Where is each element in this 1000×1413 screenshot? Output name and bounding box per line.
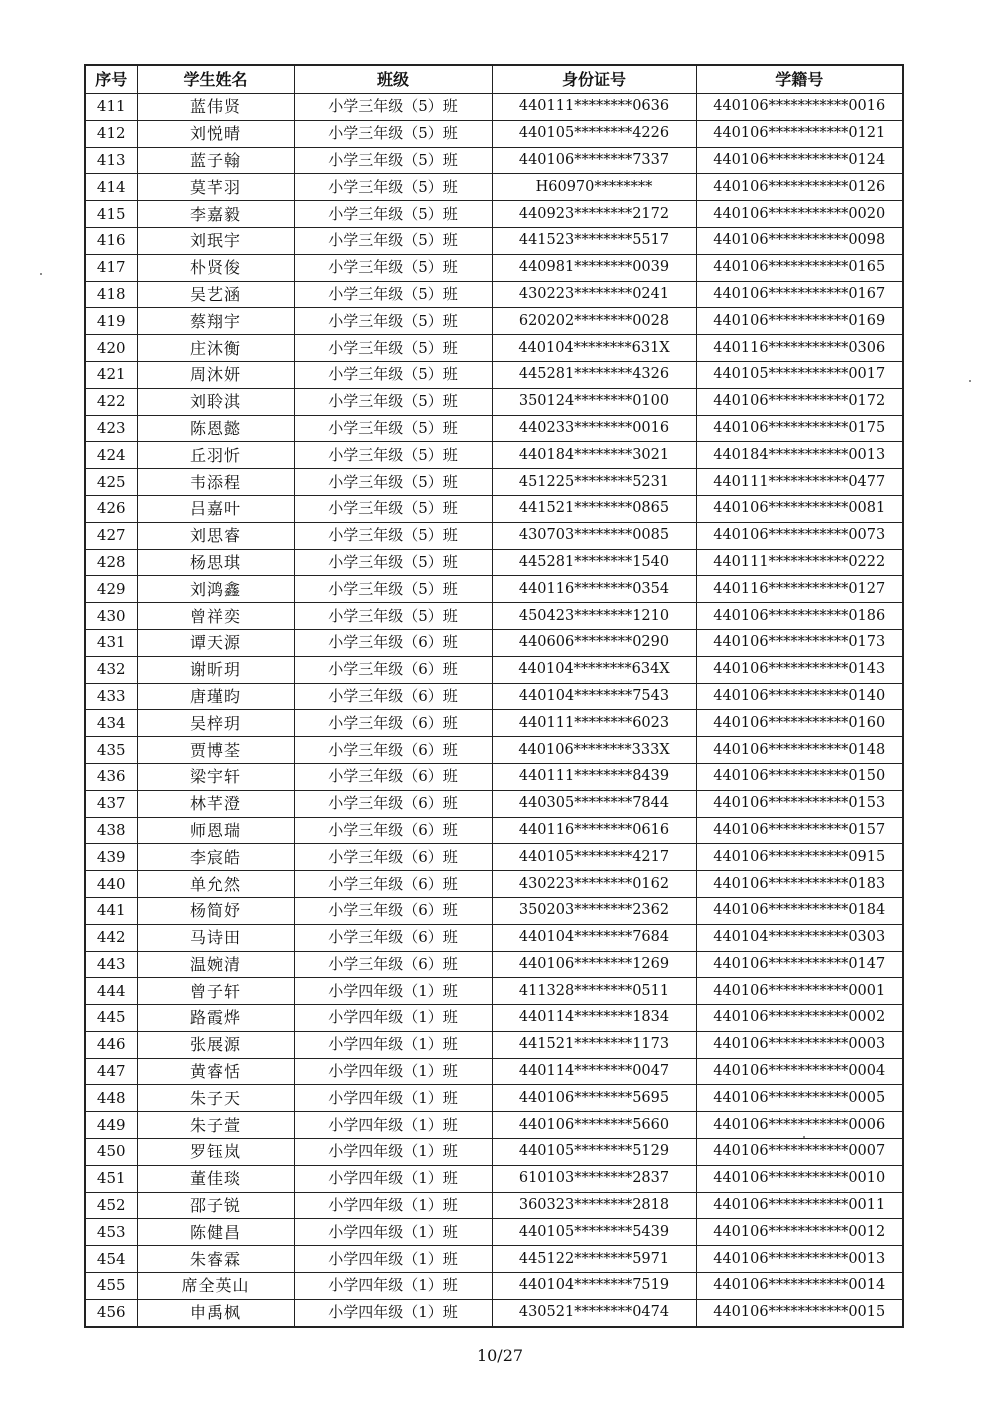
cell-id-number: 441521********1173: [492, 1031, 696, 1058]
cell-id-number: 440184********3021: [492, 442, 696, 469]
cell-class: 小学三年级（5）班: [294, 94, 492, 121]
cell-index: 435: [85, 737, 137, 764]
cell-student-number: 440111***********0477: [696, 469, 903, 496]
cell-index: 443: [85, 951, 137, 978]
table-row: [85, 978, 903, 1005]
cell-student-number: 440106***********0011: [696, 1192, 903, 1219]
cell-id-number: 440106********5695: [492, 1085, 696, 1112]
cell-index: 432: [85, 656, 137, 683]
cell-index: 446: [85, 1031, 137, 1058]
table-row: [85, 897, 903, 924]
cell-class: 小学三年级（5）班: [294, 254, 492, 281]
table-row: [85, 227, 903, 254]
cell-class: 小学三年级（5）班: [294, 174, 492, 201]
cell-student-name: 李嘉毅: [137, 201, 294, 228]
cell-student-name: 申禹枫: [137, 1299, 294, 1326]
cell-student-name: 梁宇轩: [137, 763, 294, 790]
table-row: [85, 495, 903, 522]
cell-student-number: 440106***********0010: [696, 1165, 903, 1192]
table-row: [85, 1192, 903, 1219]
cell-student-name: 贾博荃: [137, 737, 294, 764]
cell-id-number: 440114********0047: [492, 1058, 696, 1085]
cell-index: 455: [85, 1273, 137, 1300]
cell-student-number: 440106***********0013: [696, 1246, 903, 1273]
table-body: [85, 94, 903, 1327]
cell-student-name: 陈恩懿: [137, 415, 294, 442]
cell-id-number: 440104********631X: [492, 335, 696, 362]
cell-id-number: 360323********2818: [492, 1192, 696, 1219]
cell-id-number: 445122********5971: [492, 1246, 696, 1273]
cell-student-name: 杨思琪: [137, 549, 294, 576]
cell-student-name: 朱睿霖: [137, 1246, 294, 1273]
cell-index: 415: [85, 201, 137, 228]
cell-index: 453: [85, 1219, 137, 1246]
cell-student-name: 师恩瑞: [137, 817, 294, 844]
cell-class: 小学三年级（5）班: [294, 603, 492, 630]
cell-student-name: 林芊澄: [137, 790, 294, 817]
cell-id-number: 411328********0511: [492, 978, 696, 1005]
cell-student-name: 曾祥奕: [137, 603, 294, 630]
cell-class: 小学三年级（5）班: [294, 469, 492, 496]
cell-class: 小学三年级（6）班: [294, 683, 492, 710]
cell-index: 440: [85, 871, 137, 898]
cell-student-number: 440106***********0002: [696, 1005, 903, 1032]
cell-class: 小学四年级（1）班: [294, 1085, 492, 1112]
cell-class: 小学四年级（1）班: [294, 1219, 492, 1246]
table-row: [85, 549, 903, 576]
cell-id-number: 440105********4217: [492, 844, 696, 871]
cell-student-number: 440106***********0020: [696, 201, 903, 228]
cell-class: 小学三年级（6）班: [294, 790, 492, 817]
table-row: [85, 1031, 903, 1058]
table-row: [85, 951, 903, 978]
cell-index: 431: [85, 629, 137, 656]
cell-class: 小学三年级（5）班: [294, 495, 492, 522]
cell-id-number: 440104********7684: [492, 924, 696, 951]
cell-student-name: 谢昕玥: [137, 656, 294, 683]
table-row: [85, 120, 903, 147]
cell-student-name: 蔡翔宇: [137, 308, 294, 335]
table-row: [85, 1273, 903, 1300]
cell-student-name: 刘聆淇: [137, 388, 294, 415]
cell-class: 小学三年级（5）班: [294, 361, 492, 388]
cell-index: 412: [85, 120, 137, 147]
table-row: [85, 469, 903, 496]
scan-speck: [969, 380, 971, 382]
cell-index: 438: [85, 817, 137, 844]
cell-id-number: 440923********2172: [492, 201, 696, 228]
cell-class: 小学四年级（1）班: [294, 1299, 492, 1326]
cell-id-number: 440116********0354: [492, 576, 696, 603]
cell-class: 小学三年级（6）班: [294, 844, 492, 871]
cell-student-name: 刘鸿鑫: [137, 576, 294, 603]
cell-index: 433: [85, 683, 137, 710]
cell-student-number: 440106***********0081: [696, 495, 903, 522]
cell-index: 413: [85, 147, 137, 174]
cell-class: 小学三年级（5）班: [294, 442, 492, 469]
cell-student-number: 440106***********0004: [696, 1058, 903, 1085]
cell-id-number: 445281********1540: [492, 549, 696, 576]
cell-student-number: 440105***********0017: [696, 361, 903, 388]
table-row: [85, 871, 903, 898]
cell-student-name: 吴艺涵: [137, 281, 294, 308]
cell-index: 421: [85, 361, 137, 388]
table-row: [85, 415, 903, 442]
cell-class: 小学三年级（5）班: [294, 415, 492, 442]
cell-id-number: 440106********1269: [492, 951, 696, 978]
cell-student-name: 陈健昌: [137, 1219, 294, 1246]
cell-id-number: 440105********5129: [492, 1139, 696, 1166]
cell-index: 422: [85, 388, 137, 415]
cell-student-number: 440116***********0306: [696, 335, 903, 362]
table-row: [85, 388, 903, 415]
cell-class: 小学三年级（5）班: [294, 335, 492, 362]
table-row: [85, 1165, 903, 1192]
cell-index: 411: [85, 94, 137, 121]
cell-student-name: 朱子天: [137, 1085, 294, 1112]
cell-class: 小学三年级（5）班: [294, 147, 492, 174]
cell-student-number: 440111***********0222: [696, 549, 903, 576]
cell-id-number: 440981********0039: [492, 254, 696, 281]
cell-index: 456: [85, 1299, 137, 1326]
cell-index: 428: [85, 549, 137, 576]
cell-index: 423: [85, 415, 137, 442]
cell-id-number: 440106********7337: [492, 147, 696, 174]
cell-student-name: 刘悦晴: [137, 120, 294, 147]
header-student-number: 学籍号: [696, 65, 903, 94]
table-row: [85, 710, 903, 737]
cell-student-name: 张展源: [137, 1031, 294, 1058]
cell-student-name: 唐瑾昀: [137, 683, 294, 710]
cell-index: 420: [85, 335, 137, 362]
cell-student-number: 440106***********0165: [696, 254, 903, 281]
cell-index: 416: [85, 227, 137, 254]
cell-class: 小学三年级（6）班: [294, 871, 492, 898]
cell-student-number: 440106***********0173: [696, 629, 903, 656]
cell-id-number: 440116********0616: [492, 817, 696, 844]
cell-id-number: 450423********1210: [492, 603, 696, 630]
cell-student-name: 马诗田: [137, 924, 294, 951]
header-index: 序号: [85, 65, 137, 94]
cell-id-number: 440104********7543: [492, 683, 696, 710]
cell-class: 小学四年级（1）班: [294, 1005, 492, 1032]
table-row: [85, 1246, 903, 1273]
cell-id-number: 440233********0016: [492, 415, 696, 442]
cell-student-number: 440106***********0001: [696, 978, 903, 1005]
cell-student-name: 刘珉宇: [137, 227, 294, 254]
cell-student-number: 440116***********0127: [696, 576, 903, 603]
cell-class: 小学三年级（6）班: [294, 924, 492, 951]
cell-class: 小学三年级（6）班: [294, 763, 492, 790]
cell-class: 小学三年级（5）班: [294, 308, 492, 335]
cell-class: 小学三年级（5）班: [294, 281, 492, 308]
cell-index: 434: [85, 710, 137, 737]
table-header-row: [85, 65, 903, 94]
table-row: [85, 201, 903, 228]
cell-class: 小学四年级（1）班: [294, 1139, 492, 1166]
page-number: 10/27: [476, 1346, 524, 1365]
cell-id-number: 440111********6023: [492, 710, 696, 737]
cell-student-number: 440106***********0148: [696, 737, 903, 764]
cell-index: 454: [85, 1246, 137, 1273]
cell-student-number: 440106***********0167: [696, 281, 903, 308]
cell-student-number: 440106***********0124: [696, 147, 903, 174]
table-row: [85, 629, 903, 656]
header-class: 班级: [294, 65, 492, 94]
cell-index: 419: [85, 308, 137, 335]
cell-student-number: 440106***********0153: [696, 790, 903, 817]
table-row: [85, 281, 903, 308]
cell-student-number: 440106***********0175: [696, 415, 903, 442]
cell-id-number: 441521********0865: [492, 495, 696, 522]
cell-student-number: 440106***********0160: [696, 710, 903, 737]
cell-index: 441: [85, 897, 137, 924]
cell-student-number: 440104***********0303: [696, 924, 903, 951]
cell-student-number: 440106***********0140: [696, 683, 903, 710]
table-row: [85, 442, 903, 469]
table-row: [85, 603, 903, 630]
cell-class: 小学三年级（5）班: [294, 120, 492, 147]
cell-id-number: 440114********1834: [492, 1005, 696, 1032]
cell-student-number: 440106***********0007: [696, 1139, 903, 1166]
header-id-number: 身份证号: [492, 65, 696, 94]
cell-index: 448: [85, 1085, 137, 1112]
table-row: [85, 254, 903, 281]
cell-student-name: 杨简妤: [137, 897, 294, 924]
cell-index: 430: [85, 603, 137, 630]
cell-student-number: 440106***********0121: [696, 120, 903, 147]
table-row: [85, 94, 903, 121]
table-row: [85, 656, 903, 683]
cell-class: 小学三年级（6）班: [294, 629, 492, 656]
cell-class: 小学四年级（1）班: [294, 978, 492, 1005]
cell-class: 小学三年级（6）班: [294, 817, 492, 844]
cell-student-number: 440106***********0003: [696, 1031, 903, 1058]
cell-class: 小学三年级（5）班: [294, 576, 492, 603]
cell-id-number: 440105********4226: [492, 120, 696, 147]
cell-class: 小学三年级（6）班: [294, 710, 492, 737]
cell-class: 小学三年级（6）班: [294, 897, 492, 924]
cell-student-name: 黄睿恬: [137, 1058, 294, 1085]
cell-student-number: 440106***********0143: [696, 656, 903, 683]
cell-student-name: 刘思睿: [137, 522, 294, 549]
table-row: [85, 737, 903, 764]
student-roster-table: [84, 64, 904, 1328]
table-row: [85, 790, 903, 817]
table-row: [85, 763, 903, 790]
cell-student-number: 440106***********0126: [696, 174, 903, 201]
table-row: [85, 147, 903, 174]
cell-student-name: 单允然: [137, 871, 294, 898]
cell-class: 小学四年级（1）班: [294, 1273, 492, 1300]
cell-index: 445: [85, 1005, 137, 1032]
cell-student-number: 440106***********0015: [696, 1299, 903, 1326]
cell-index: 417: [85, 254, 137, 281]
cell-student-number: 440106***********0014: [696, 1273, 903, 1300]
table-row: [85, 844, 903, 871]
cell-index: 439: [85, 844, 137, 871]
cell-index: 444: [85, 978, 137, 1005]
cell-student-name: 周沐妍: [137, 361, 294, 388]
cell-index: 427: [85, 522, 137, 549]
cell-class: 小学三年级（5）班: [294, 388, 492, 415]
cell-student-name: 李宸皓: [137, 844, 294, 871]
cell-index: 449: [85, 1112, 137, 1139]
cell-student-name: 朴贤俊: [137, 254, 294, 281]
cell-student-number: 440106***********0915: [696, 844, 903, 871]
table-row: [85, 1219, 903, 1246]
cell-id-number: 440106********333X: [492, 737, 696, 764]
cell-student-name: 路霞烨: [137, 1005, 294, 1032]
cell-index: 414: [85, 174, 137, 201]
cell-student-name: 莫芊羽: [137, 174, 294, 201]
cell-id-number: 430703********0085: [492, 522, 696, 549]
cell-student-number: 440184***********0013: [696, 442, 903, 469]
cell-index: 418: [85, 281, 137, 308]
cell-index: 425: [85, 469, 137, 496]
cell-id-number: 441523********5517: [492, 227, 696, 254]
cell-student-name: 丘羽忻: [137, 442, 294, 469]
cell-class: 小学三年级（5）班: [294, 227, 492, 254]
cell-class: 小学三年级（6）班: [294, 737, 492, 764]
cell-student-number: 440106***********0098: [696, 227, 903, 254]
cell-student-name: 董佳琰: [137, 1165, 294, 1192]
cell-student-number: 440106***********0169: [696, 308, 903, 335]
cell-student-number: 440106***********0184: [696, 897, 903, 924]
cell-student-name: 蓝子翰: [137, 147, 294, 174]
cell-id-number: 430223********0162: [492, 871, 696, 898]
cell-student-number: 440106***********0073: [696, 522, 903, 549]
cell-student-name: 吴梓玥: [137, 710, 294, 737]
cell-index: 447: [85, 1058, 137, 1085]
cell-id-number: 430223********0241: [492, 281, 696, 308]
table-row: [85, 308, 903, 335]
cell-student-name: 朱子萱: [137, 1112, 294, 1139]
cell-index: 450: [85, 1139, 137, 1166]
scan-speck: [803, 1136, 805, 1138]
cell-class: 小学四年级（1）班: [294, 1031, 492, 1058]
cell-student-name: 谭天源: [137, 629, 294, 656]
cell-student-name: 曾子轩: [137, 978, 294, 1005]
cell-student-name: 蓝伟贤: [137, 94, 294, 121]
cell-class: 小学三年级（5）班: [294, 549, 492, 576]
cell-class: 小学四年级（1）班: [294, 1192, 492, 1219]
cell-student-number: 440106***********0157: [696, 817, 903, 844]
cell-index: 442: [85, 924, 137, 951]
cell-student-name: 邵子锐: [137, 1192, 294, 1219]
cell-student-name: 庄沐衡: [137, 335, 294, 362]
cell-student-number: 440106***********0183: [696, 871, 903, 898]
cell-index: 429: [85, 576, 137, 603]
cell-id-number: 445281********4326: [492, 361, 696, 388]
cell-class: 小学四年级（1）班: [294, 1165, 492, 1192]
header-student-name: 学生姓名: [137, 65, 294, 94]
scan-speck: [40, 273, 42, 275]
cell-student-number: 440106***********0012: [696, 1219, 903, 1246]
cell-id-number: H60970********: [492, 174, 696, 201]
cell-id-number: 620202********0028: [492, 308, 696, 335]
cell-student-number: 440106***********0186: [696, 603, 903, 630]
table-row: [85, 1112, 903, 1139]
cell-student-number: 440106***********0005: [696, 1085, 903, 1112]
cell-id-number: 440305********7844: [492, 790, 696, 817]
cell-class: 小学三年级（6）班: [294, 951, 492, 978]
table-row: [85, 1139, 903, 1166]
table-row: [85, 1299, 903, 1326]
cell-id-number: 440105********5439: [492, 1219, 696, 1246]
cell-student-name: 吕嘉叶: [137, 495, 294, 522]
cell-student-name: 罗钰岚: [137, 1139, 294, 1166]
cell-index: 451: [85, 1165, 137, 1192]
table-row: [85, 924, 903, 951]
table-row: [85, 335, 903, 362]
table-row: [85, 683, 903, 710]
cell-class: 小学三年级（5）班: [294, 201, 492, 228]
cell-id-number: 440111********0636: [492, 94, 696, 121]
cell-id-number: 350124********0100: [492, 388, 696, 415]
cell-class: 小学三年级（6）班: [294, 656, 492, 683]
table-row: [85, 522, 903, 549]
cell-id-number: 430521********0474: [492, 1299, 696, 1326]
table-row: [85, 361, 903, 388]
cell-id-number: 451225********5231: [492, 469, 696, 496]
cell-student-name: 席全英山: [137, 1273, 294, 1300]
cell-index: 426: [85, 495, 137, 522]
cell-id-number: 350203********2362: [492, 897, 696, 924]
cell-id-number: 610103********2837: [492, 1165, 696, 1192]
table-row: [85, 817, 903, 844]
cell-index: 424: [85, 442, 137, 469]
cell-class: 小学四年级（1）班: [294, 1246, 492, 1273]
cell-student-number: 440106***********0150: [696, 763, 903, 790]
table-row: [85, 1005, 903, 1032]
table-row: [85, 174, 903, 201]
cell-student-name: 韦添程: [137, 469, 294, 496]
cell-class: 小学四年级（1）班: [294, 1058, 492, 1085]
cell-id-number: 440104********634X: [492, 656, 696, 683]
cell-index: 437: [85, 790, 137, 817]
cell-student-number: 440106***********0016: [696, 94, 903, 121]
table-row: [85, 1058, 903, 1085]
cell-index: 436: [85, 763, 137, 790]
cell-id-number: 440606********0290: [492, 629, 696, 656]
cell-class: 小学三年级（5）班: [294, 522, 492, 549]
cell-student-number: 440106***********0172: [696, 388, 903, 415]
cell-id-number: 440106********5660: [492, 1112, 696, 1139]
table-row: [85, 1085, 903, 1112]
cell-student-number: 440106***********0147: [696, 951, 903, 978]
cell-student-name: 温婉清: [137, 951, 294, 978]
cell-student-number: 440106***********0006: [696, 1112, 903, 1139]
cell-index: 452: [85, 1192, 137, 1219]
table-row: [85, 576, 903, 603]
cell-id-number: 440104********7519: [492, 1273, 696, 1300]
cell-class: 小学四年级（1）班: [294, 1112, 492, 1139]
cell-id-number: 440111********8439: [492, 763, 696, 790]
